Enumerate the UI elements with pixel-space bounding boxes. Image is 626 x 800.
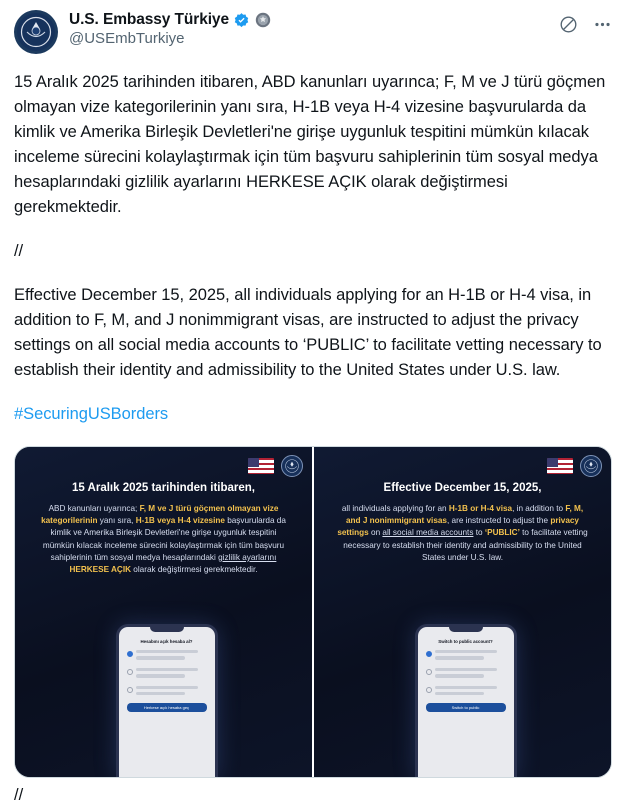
card-left-h3: HERKESE AÇIK bbox=[69, 565, 132, 575]
phone-content-left bbox=[119, 645, 215, 698]
phone-option-row bbox=[426, 650, 506, 663]
card-title-left: 15 Aralık 2025 tarihinden itibaren, bbox=[71, 482, 255, 494]
phone-heading-right: Switch to public account? bbox=[438, 639, 493, 644]
embassy-seal-icon bbox=[580, 455, 602, 477]
phone-notch bbox=[150, 627, 184, 632]
card-left-t3: başvurularda da kimlik ve Amerika Birleşik Devletleri'ne girişe uygunluk tespitini mümkün kılacak inceleme sürecini kolaylaştırmak için tüm başvuru sahiplerinin tüm sosyal medya hesaplarındaki bbox=[42, 516, 286, 562]
government-account-icon bbox=[255, 12, 271, 28]
card-right-h4: ‘PUBLIC’ bbox=[484, 528, 520, 538]
radio-icon bbox=[127, 687, 133, 693]
card-right-t6: to facilitate vetting necessary to establish their identity and admissibility to the United States under U.S. law. bbox=[343, 528, 588, 562]
tweet-media[interactable] bbox=[14, 446, 612, 778]
phone-mockup-left bbox=[116, 624, 212, 777]
card-right-h1: H-1B or H-4 visa bbox=[448, 504, 513, 513]
card-right-t5: to bbox=[473, 528, 485, 538]
phone-side-button bbox=[216, 669, 218, 685]
phone-option-row bbox=[426, 686, 506, 699]
card-right-h3: privacy settings bbox=[337, 516, 579, 538]
radio-icon bbox=[426, 669, 432, 675]
media-card-turkish[interactable] bbox=[15, 447, 312, 777]
us-flag-icon bbox=[248, 458, 274, 474]
phone-side-button-red bbox=[415, 661, 417, 677]
account-handle[interactable]: @USEmbTurkiye bbox=[69, 30, 185, 47]
card-left-t1: ABD kanunları uyarınca; bbox=[48, 504, 140, 513]
phone-option-row bbox=[127, 686, 207, 699]
card-right-h2: F, M, and J nonimmigrant visas bbox=[345, 504, 584, 526]
verified-badge-icon bbox=[233, 12, 250, 29]
avatar[interactable] bbox=[14, 10, 58, 54]
phone-option-row bbox=[426, 668, 506, 681]
account-name-row bbox=[69, 11, 558, 29]
media-card-english[interactable] bbox=[312, 447, 611, 777]
card-body-left bbox=[15, 496, 312, 576]
tweet-continuation: // bbox=[14, 786, 24, 800]
card-title-right: Effective December 15, 2025, bbox=[383, 482, 542, 494]
card-left-h2: H-1B veya H-4 vizesine bbox=[135, 516, 225, 526]
card-right-t3: , are instructed to adjust the bbox=[447, 516, 551, 526]
phone-heading-left: Hesabını açık hesaba al? bbox=[140, 639, 193, 644]
phone-side-button bbox=[515, 669, 517, 685]
phone-button-left: Herkese açık hesaba geç bbox=[127, 703, 207, 712]
card-left-h1: F, M ve J türü göçmen olmayan vize kategorilerinin bbox=[41, 504, 279, 526]
tweet-header bbox=[14, 10, 612, 62]
tweet-separator: // bbox=[14, 242, 24, 260]
phone-content-right bbox=[418, 645, 514, 698]
display-name[interactable]: U.S. Embassy Türkiye bbox=[69, 11, 229, 28]
grok-actions-icon[interactable] bbox=[558, 14, 578, 34]
radio-icon bbox=[426, 651, 432, 657]
tweet-text bbox=[14, 62, 612, 427]
radio-icon bbox=[127, 651, 133, 657]
us-flag-icon bbox=[547, 458, 573, 474]
tweet-paragraph-english: Effective December 15, 2025, all individuals applying for an H-1B or H-4 visa, in addition to F, M, and J nonimmigrant visas, are instructed to adjust the privacy settings on all social media accounts to ‘PUBLIC’ to facilitate vetting necessary to establish their identity and admissibility to the United States under U.S. law. bbox=[14, 286, 602, 379]
radio-icon bbox=[426, 687, 432, 693]
phone-option-row bbox=[127, 650, 207, 663]
phone-side-button-red bbox=[116, 661, 118, 677]
card-badges-right bbox=[547, 455, 602, 477]
more-options-icon[interactable] bbox=[592, 14, 612, 34]
card-left-u: gizlilik ayarlarını bbox=[218, 552, 277, 562]
phone-mockup-right bbox=[415, 624, 511, 777]
radio-icon bbox=[127, 669, 133, 675]
phone-button-right: Switch to public bbox=[426, 703, 506, 712]
card-left-t2: yanı sıra, bbox=[97, 516, 136, 526]
card-left-t4: olarak değiştirmesi gerekmektedir. bbox=[131, 565, 258, 575]
card-right-t1: all individuals applying for an bbox=[341, 504, 449, 513]
phone-option-row bbox=[127, 668, 207, 681]
phone-notch bbox=[449, 627, 483, 632]
card-right-t2: , in addition to bbox=[512, 504, 566, 513]
embassy-seal-icon bbox=[281, 455, 303, 477]
tweet-hashtag-line bbox=[14, 402, 612, 427]
card-badges-left bbox=[248, 455, 303, 477]
card-right-t4: on bbox=[368, 528, 383, 538]
tweet-paragraph-turkish: 15 Aralık 2025 tarihinden itibaren, ABD kanunları uyarınca; F, M ve J türü göçmen olmayan vize kategorilerinin yanı sıra, H-1B veya H-4 vizesine başvurularda da kimlik ve Amerika Birleşik Devletleri'ne girişe uygunluk tespitini mümkün kılacak inceleme sürecini kolaylaştırmak için tüm başvuru sahiplerinin tüm sosyal medya hesaplarındaki gizlilik ayarlarını HERKESE AÇIK olarak değiştirmesi gerekmektedir. bbox=[14, 73, 606, 216]
account-info bbox=[69, 10, 558, 47]
card-right-u: all social media accounts bbox=[382, 528, 474, 538]
hashtag-link[interactable]: #SecuringUSBorders bbox=[14, 405, 169, 423]
header-actions bbox=[558, 10, 612, 34]
card-body-right bbox=[314, 496, 611, 564]
